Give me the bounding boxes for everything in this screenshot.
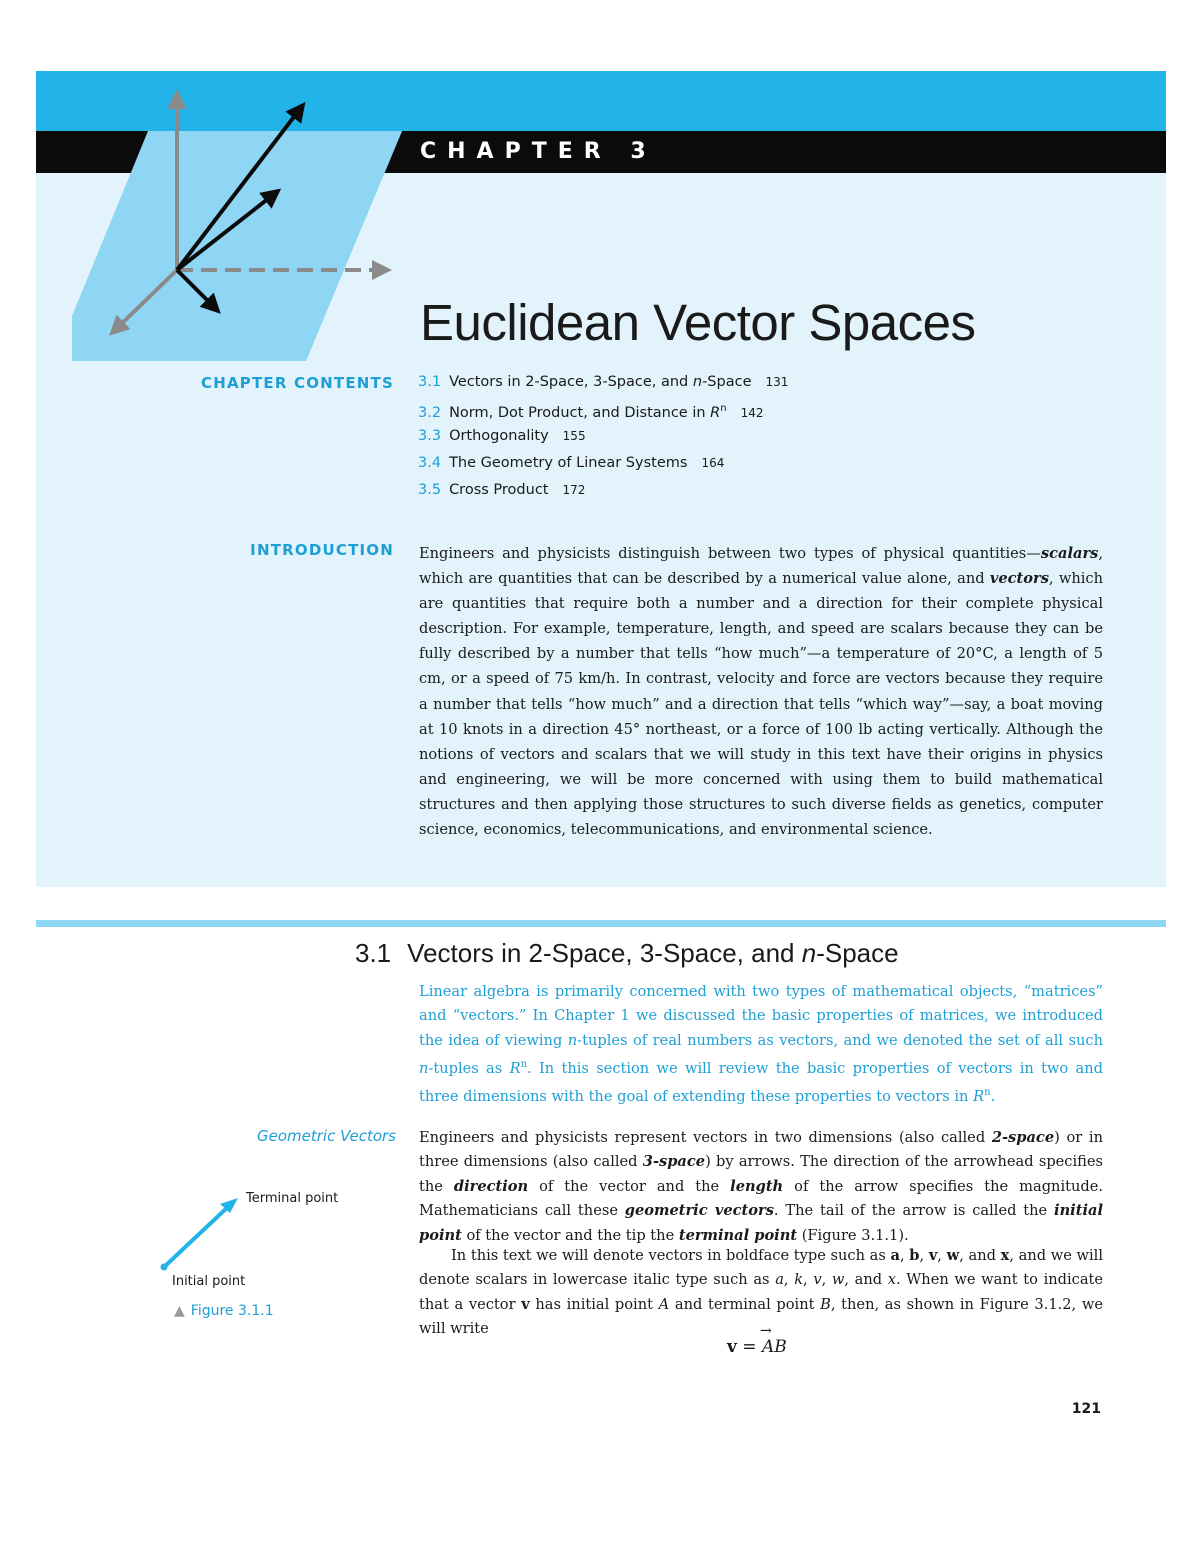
text: , and (844, 1271, 888, 1289)
text: , and we will denote scalars in lowercase italic type such as (419, 1247, 1104, 1289)
toc-title: The Geometry of Linear Systems (449, 455, 688, 471)
scalar-symbol: v (813, 1271, 822, 1289)
intro-part: . In this section we will review the basic properties of vectors in two and three dimensions with the goal of extending these properties to vectors in (419, 1060, 1103, 1106)
geometric-vectors-paragraph-1 (419, 1126, 1103, 1248)
text: ) or in three dimensions (also called (419, 1129, 1103, 1171)
text: , (783, 1271, 795, 1289)
toc-title: Vectors in 2-Space, 3-Space, and (449, 374, 693, 390)
vector-symbol: b (909, 1247, 920, 1264)
toc-page: 164 (701, 456, 725, 470)
math-sup: n (520, 1059, 528, 1071)
section-intro (419, 980, 1103, 1110)
toc-item[interactable] (418, 453, 788, 480)
text: ) by arrows. The direction of the arrowhead specifies the (419, 1153, 1104, 1195)
intro-part: Engineers and physicists distinguish between two types of physical quantities— (419, 545, 1041, 562)
scalar-symbol: x (887, 1271, 896, 1289)
equation-rhs-text: AB (761, 1337, 787, 1357)
math-R: R (509, 1060, 521, 1078)
toc-title-sup: n (720, 403, 727, 414)
text: (Figure 3.1.1). (797, 1226, 909, 1244)
term: initial point (419, 1202, 1104, 1244)
toc-page: 172 (562, 483, 586, 497)
toc-item[interactable] (418, 480, 788, 507)
initial-point-dot (161, 1264, 168, 1271)
toc-title-italic: n (692, 374, 703, 390)
text: of the vector and the (528, 1177, 731, 1195)
math-n: n (419, 1060, 429, 1078)
vector-symbol: w (946, 1247, 960, 1264)
toc-number: 3.3 (418, 428, 442, 444)
figure-caption-text: Figure 3.1.1 (190, 1303, 274, 1319)
vector-symbol: x (1000, 1247, 1010, 1264)
toc-page: 142 (740, 405, 764, 420)
scalar-symbol: w (831, 1271, 845, 1289)
math-n: n (567, 1031, 578, 1049)
chapter-title: Euclidean Vector Spaces (420, 294, 976, 351)
intro-part: -tuples as (428, 1060, 510, 1078)
equation-rhs (759, 1323, 787, 1357)
term: geometric vectors (624, 1202, 774, 1220)
figure-geometric-vector (150, 1185, 250, 1275)
vector-symbol: a (890, 1247, 900, 1264)
term: direction (453, 1177, 529, 1195)
introduction-heading: INTRODUCTION (250, 541, 394, 559)
plane-lower (72, 303, 330, 361)
toc-title-end: -Space (702, 374, 752, 390)
text: and terminal point (669, 1295, 821, 1313)
figure-caption (174, 1303, 274, 1319)
term-vectors: vectors (989, 570, 1049, 588)
vector-line (164, 1205, 230, 1267)
equation-operator: = (736, 1337, 762, 1357)
text: In this text we will denote vectors in boldface type such as (451, 1247, 891, 1264)
section-title-text: Vectors in 2-Space, 3-Space, and (407, 938, 802, 968)
toc-number: 3.1 (418, 374, 442, 390)
intro-part: -tuples of real numbers as vectors, and we denoted the set of all such (577, 1031, 1103, 1049)
term-scalars: scalars (1040, 545, 1099, 562)
intro-part: . (990, 1088, 996, 1106)
toc-page: 131 (765, 375, 789, 389)
vector-symbol: v (928, 1247, 938, 1264)
toc-item[interactable] (418, 399, 788, 426)
terminal-point-label: Terminal point (246, 1191, 339, 1206)
toc-number: 3.4 (418, 455, 442, 471)
text: . When we want to indicate that a vector (419, 1271, 1104, 1313)
toc-title: Orthogonality (449, 428, 549, 444)
text: of the arrow specifies the magnitude. Mathematicians call these (419, 1177, 1103, 1220)
section-divider (36, 920, 1166, 927)
intro-part: , which are quantities that can be described by a numerical value alone, and (419, 545, 1103, 588)
text: , (899, 1247, 910, 1264)
section-title (355, 938, 899, 969)
toc-number: 3.2 (418, 404, 442, 421)
vector-equation (727, 1323, 787, 1357)
toc-title: Cross Product (449, 482, 549, 498)
math-R: R (973, 1088, 985, 1106)
chapter-vector-art (36, 71, 416, 361)
text: , (803, 1271, 814, 1289)
intro-part: Linear algebra is primarily concerned with two types of mathematical objects, “matrices” and “vectors.” In Chapter 1 we discussed the basic properties of matrices, we introduced the idea of viewing (419, 983, 1103, 1049)
text: , (821, 1271, 832, 1289)
chapter-contents-list (418, 372, 788, 507)
scalar-symbol: k (794, 1271, 804, 1289)
toc-number: 3.5 (418, 482, 442, 498)
section-title-end: -Space (816, 938, 899, 968)
page-number: 121 (1071, 1401, 1101, 1417)
introduction-text (419, 541, 1103, 842)
point-symbol: B (820, 1295, 831, 1313)
toc-item[interactable] (418, 426, 788, 453)
term: 2-space (991, 1129, 1055, 1146)
intro-part: , which are quantities that require both a number and a direction for their complete physical description. For example, temperature, length, and speed are scalars because they can be fully described by a number that tells “how much”—a temperature of 20°C, a length of 5 cm, or a speed of 75 km/h. In contrast, velocity and force are vectors because they require a number that tells “how much” and a direction that tells “which way”—say, a boat moving at 10 knots in a direction 45° northeast, or a force of 100 lb acting vertically. Although the notions of vectors and scalars that we will study in this text have their origins in physics and engineering, we will be more concerned with using them to build mathematical structures and then applying those structures to such diverse fields as genetics, computer science, economics, telecommunications, and environmental science. (419, 570, 1103, 839)
text: . The tail of the arrow is called the (773, 1202, 1055, 1220)
term: length (730, 1177, 784, 1195)
equation-lhs: v (727, 1337, 737, 1357)
triangle-marker-icon: ▲ (174, 1303, 185, 1319)
text: , (919, 1247, 929, 1264)
text: , then, as shown in Figure 3.1.2, we will write (419, 1295, 1103, 1338)
text: Engineers and physicists represent vectors in two dimensions (also called (419, 1129, 992, 1146)
text: , and (959, 1247, 1001, 1264)
text: , (937, 1247, 947, 1264)
initial-point-label: Initial point (172, 1274, 246, 1289)
toc-title: Norm, Dot Product, and Distance in (449, 404, 711, 421)
text: of the vector and the tip the (461, 1226, 679, 1244)
math-sup: n (984, 1087, 991, 1099)
toc-item[interactable] (418, 372, 788, 399)
toc-title-italic: R (710, 404, 721, 421)
point-symbol: A (658, 1295, 670, 1313)
chapter-label: CHAPTER 3 (420, 139, 657, 164)
text: has initial point (529, 1295, 659, 1313)
section-title-italic: n (801, 938, 817, 968)
toc-page: 155 (562, 429, 586, 443)
term: 3-space (642, 1153, 706, 1171)
vector-arrow-accent: → (759, 1323, 772, 1339)
chapter-contents-heading: CHAPTER CONTENTS (201, 374, 394, 392)
scalar-symbol: a (775, 1271, 784, 1289)
vector-symbol: v (521, 1295, 530, 1313)
geometric-vectors-heading: Geometric Vectors (257, 1127, 396, 1145)
section-number: 3.1 (355, 938, 392, 968)
term: terminal point (678, 1226, 798, 1244)
